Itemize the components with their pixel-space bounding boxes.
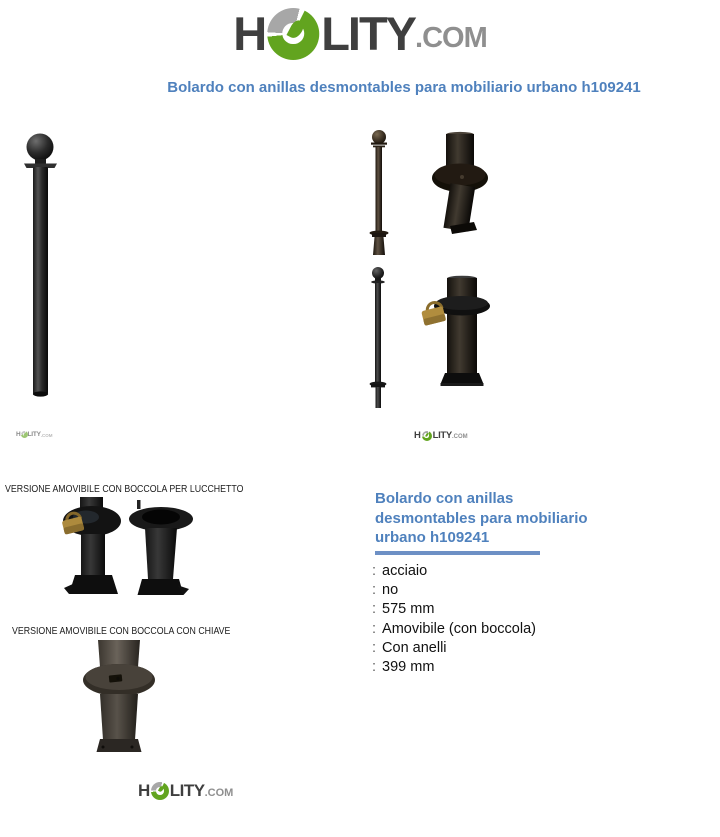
product-detail-heading: Bolardo con anillas desmontables para mobiliario urbano h109241 xyxy=(375,490,588,546)
spec-row xyxy=(372,638,536,657)
watermark-text-com: .COM xyxy=(40,433,53,438)
watermark-swirl-icon xyxy=(21,431,28,438)
watermark-text-lity: LITY xyxy=(27,431,41,438)
spec-list xyxy=(372,561,536,677)
watermark-swirl-icon xyxy=(422,431,432,441)
logo-text-com: .COM xyxy=(415,22,487,54)
spec-value: acciaio xyxy=(382,562,428,579)
logo-swirl-icon xyxy=(267,8,319,60)
spec-row xyxy=(372,600,536,619)
logo-text-com: .COM xyxy=(204,787,234,799)
spec-colon: : xyxy=(372,639,377,656)
spec-row xyxy=(372,580,536,599)
logo-text-h: H xyxy=(138,781,150,800)
main-bollard-photo xyxy=(0,110,180,450)
socket-lock-version-photo xyxy=(55,497,195,599)
watermark-text-h: H xyxy=(16,431,21,438)
spec-colon: : xyxy=(372,562,377,579)
holity-logo-footer xyxy=(138,781,233,801)
logo-text-lity: LITY xyxy=(169,781,205,800)
spec-value: 399 mm xyxy=(382,659,435,676)
version-chiave-label: VERSIONE AMOVIBILE CON BOCCOLA CON CHIAVE xyxy=(12,626,231,637)
version-lucchetto-label: VERSIONE AMOVIBILE CON BOCCOLA PER LUCCHETTO xyxy=(5,484,244,495)
holity-watermark-left xyxy=(16,431,53,438)
spec-colon: : xyxy=(372,601,377,618)
bollard-versions-photo xyxy=(350,128,500,438)
spec-colon: : xyxy=(372,620,377,637)
spec-row xyxy=(372,561,536,580)
spec-value: Amovibile (con boccola) xyxy=(382,620,536,637)
heading-underline xyxy=(375,551,540,555)
spec-row xyxy=(372,619,536,638)
socket-key-illustration xyxy=(80,640,160,754)
logo-text-h: H xyxy=(233,7,266,60)
logo-text-lity: LITY xyxy=(321,7,416,60)
spec-colon: : xyxy=(372,581,377,598)
spec-value: no xyxy=(382,581,399,598)
socket-lock-illustration xyxy=(55,497,195,599)
spec-value: 575 mm xyxy=(382,601,435,618)
watermark-text-com: .COM xyxy=(451,433,468,440)
socket-key-version-photo xyxy=(80,640,160,754)
spec-colon: : xyxy=(372,659,377,676)
watermark-text-lity: LITY xyxy=(432,430,452,441)
holity-logo xyxy=(233,6,487,61)
watermark-text-h: H xyxy=(414,430,421,441)
bollard-versions-illustration xyxy=(350,128,500,438)
spec-value: Con anelli xyxy=(382,639,447,656)
bollard-illustration xyxy=(0,110,180,450)
page-title: Bolardo con anillas desmontables para mobiliario urbano h109241 xyxy=(167,79,641,96)
spec-row xyxy=(372,657,536,676)
logo-swirl-icon xyxy=(151,782,169,800)
holity-watermark-right xyxy=(414,430,468,441)
